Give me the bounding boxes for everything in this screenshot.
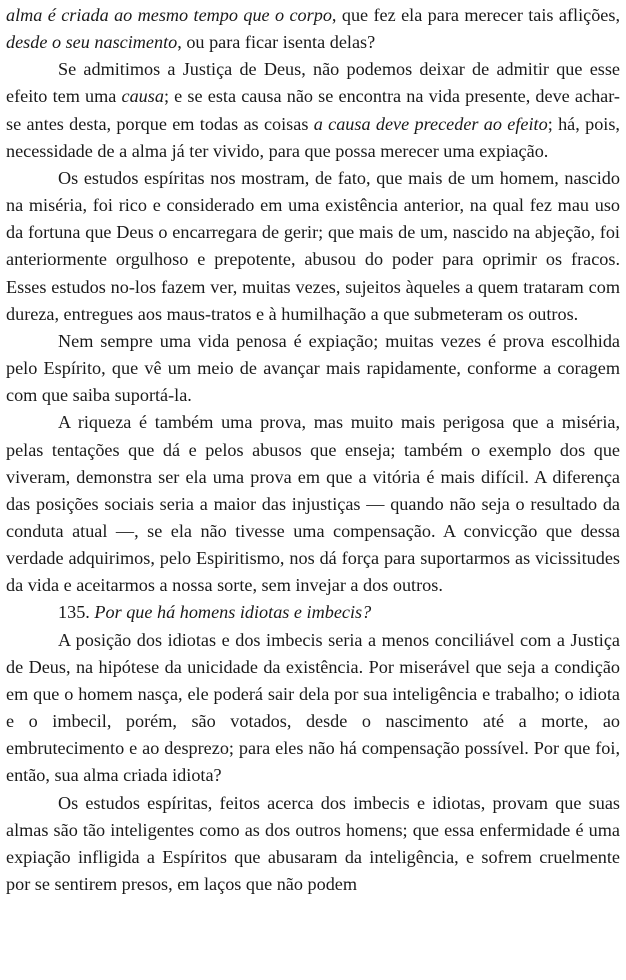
paragraph-3 (6, 165, 620, 328)
text-run: Nem sempre uma vida penosa é expiação; muitas vezes é prova escolhida pelo Espírito, que vê um meio de avançar mais rapidamente, conforme a coragem com que saiba suportá-la. (6, 330, 620, 406)
text-run: Se admitimos a Justiça de Deus, não podemos deixar de admitir que esse efeito tem uma (6, 59, 620, 107)
text-italic: a causa deve preceder ao efeito (313, 113, 548, 134)
question-number: 135. (58, 602, 95, 623)
text-run: , que fez ela para merecer tais aflições, (331, 5, 620, 25)
paragraph-7 (6, 627, 620, 790)
text-run: Os estudos espíritas, feitos acerca dos imbecis e idiotas, provam que suas almas são tão inteligentes como as dos outros homens; que essa enfermidade é uma expiação infligida a Espíritos que abusaram da inteligência, e sofrem cruelmente por se sentirem presos, em laços que não podem (6, 792, 620, 894)
paragraph-1 (6, 2, 620, 56)
question-text: Por que há homens idiotas e imbecis? (94, 602, 372, 623)
paragraph-8 (6, 790, 620, 899)
text-run: , ou para ficar isenta delas? (177, 32, 376, 53)
book-page (6, 2, 620, 898)
text-run: A riqueza é também uma prova, mas muito mais perigosa que a miséria, pelas tentações que dá e pelos abusos que enseja; também o exemplo dos que viveram, demonstra ser ela uma prova em que a vitória é mais difícil. A diferença das posições sociais seria a maior das injustiças — quando não seja o resultado da conduta atual —, se ela não tivesse uma compensação. A convicção que dessa verdade adquirimos, pelo Espiritismo, nos dá força para suportarmos as vicissitudes da vida e aceitarmos a nossa sorte, sem invejar a dos outros. (6, 412, 620, 596)
text-run: Os estudos espíritas nos mostram, de fato, que mais de um homem, nascido na miséria, foi rico e considerado em uma existência anterior, na qual fez mau uso da fortuna que Deus o encarregara de gerir; que mais de um, nascido na abjeção, foi anteriormente orgulhoso e prepotente, abusou do poder para oprimir os fracos. Esses estudos no-los fazem ver, muitas vezes, sujeitos àqueles a quem trataram com dureza, entregues aos maus-tratos e à humilhação a que submeteram os outros. (6, 167, 620, 324)
text-run: ; e se esta causa não se encontra na vida presente, deve achar-se antes desta, porque em todas as coisas (6, 86, 620, 134)
paragraph-4 (6, 328, 620, 409)
paragraph-2 (6, 56, 620, 165)
text-italic: desde o seu nascimento (6, 32, 178, 53)
text-italic: causa (121, 86, 164, 107)
text-italic: alma é criada ao mesmo tempo que o corpo (6, 5, 332, 25)
text-run: ; há, pois, necessidade de a alma já ter vivido, para que possa merecer uma expiação. (6, 113, 620, 161)
text-run: A posição dos idiotas e dos imbecis seria a menos conciliável com a Justiça de Deus, na hipótese da unicidade da existência. Por miserável que seja a condição em que o homem nasça, ele poderá sair dela por sua inteligência e trabalho; o idiota e o imbecil, porém, são votados, desde o nascimento até a morte, ao embrutecimento e ao desprezo; para eles não há compensação possível. Por que foi, então, sua alma criada idiota? (6, 629, 620, 786)
question-135 (6, 599, 620, 626)
paragraph-5 (6, 409, 620, 599)
